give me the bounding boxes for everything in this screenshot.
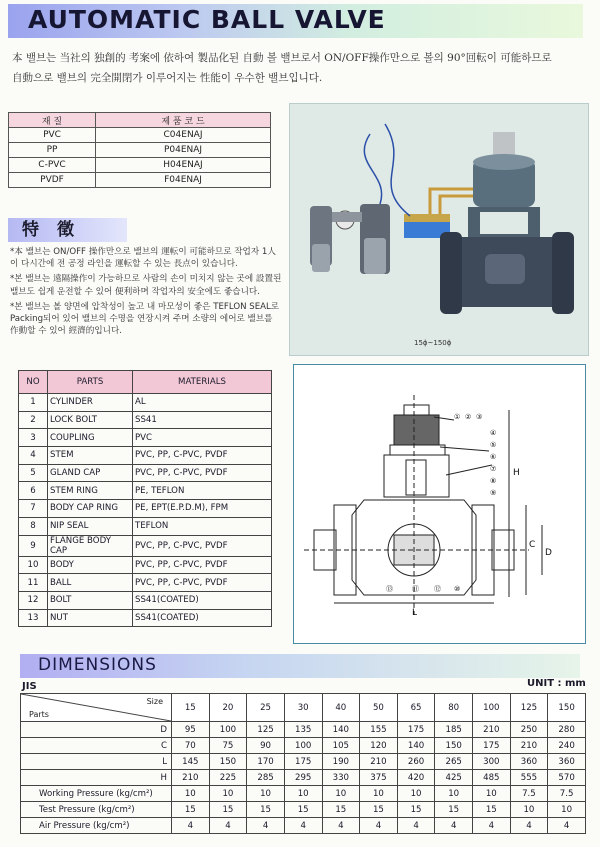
code-cell: H04ENAJ [96, 158, 271, 173]
dimension-value: 140 [397, 738, 435, 754]
table-row [21, 738, 586, 754]
product-code-header-row [9, 113, 271, 128]
dimension-value: 10 [172, 786, 210, 802]
part-name: STEM [48, 447, 133, 465]
size-cell: 15 [172, 694, 210, 722]
part-name: CYLINDER [48, 394, 133, 412]
diagram-callout: ⑦ [490, 465, 497, 473]
page-title: AUTOMATIC BALL VALVE [28, 5, 386, 34]
intro-line-1: 本 밸브는 当社의 独創的 考案에 依하여 製品化된 自動 볼 밸브로서 ON/OFF操作만으로 볼의 90°回転이 可能하므로 [12, 52, 552, 64]
dimension-value: 4 [360, 818, 398, 834]
dimension-value: 280 [548, 722, 586, 738]
part-material: TEFLON [133, 517, 272, 535]
part-no: 7 [19, 500, 48, 518]
dimension-value: 7.5 [510, 786, 548, 802]
part-no: 10 [19, 556, 48, 574]
dimension-value: 4 [397, 818, 435, 834]
dimension-value: 4 [548, 818, 586, 834]
part-name: BALL [48, 574, 133, 592]
part-no: 6 [19, 482, 48, 500]
table-row [19, 535, 272, 556]
dimension-value: 7.5 [548, 786, 586, 802]
product-code-row [9, 143, 271, 158]
diagram-callout: ⑥ [490, 453, 497, 461]
dimension-value: 185 [435, 722, 473, 738]
dimension-value: 210 [510, 738, 548, 754]
dimension-value: 4 [209, 818, 247, 834]
size-parts-corner [21, 694, 172, 722]
diagram-callout: ⑪ [412, 585, 419, 593]
table-row [19, 556, 272, 574]
dimension-value: 175 [284, 754, 322, 770]
code-cell: P04ENAJ [96, 143, 271, 158]
dimension-value: 10 [322, 786, 360, 802]
part-no: 3 [19, 429, 48, 447]
part-name: STEM RING [48, 482, 133, 500]
product-code-row [9, 158, 271, 173]
dimension-value: 10 [510, 802, 548, 818]
dimension-value: 210 [360, 754, 398, 770]
unit-label: UNIT : mm [527, 678, 586, 689]
photo-caption: 15ϕ~150ϕ [414, 339, 452, 347]
dimension-value: 15 [172, 802, 210, 818]
parts-header-row [19, 371, 272, 394]
diagram-callout: ⑩ [454, 585, 461, 593]
dimension-value: 210 [172, 770, 210, 786]
dimension-value: 120 [360, 738, 398, 754]
part-name: NUT [48, 609, 133, 627]
diagram-dim-label: L [412, 608, 418, 618]
dimension-value: 425 [435, 770, 473, 786]
dimension-value: 15 [284, 802, 322, 818]
dimension-value: 15 [322, 802, 360, 818]
diagram-callout: ⑤ [490, 441, 497, 449]
part-material: AL [133, 394, 272, 412]
dimension-row-label: Test Pressure (kg/cm²) [21, 802, 172, 818]
dimension-value: 190 [322, 754, 360, 770]
part-material: PVC, PP, C-PVC, PVDF [133, 447, 272, 465]
dimension-value: 4 [247, 818, 285, 834]
part-no: 11 [19, 574, 48, 592]
dimension-value: 4 [284, 818, 322, 834]
dimension-value: 570 [548, 770, 586, 786]
cross-section-diagram [293, 364, 586, 644]
dimensions-table [20, 693, 586, 834]
dimension-value: 420 [397, 770, 435, 786]
diagram-callout: ⑬ [386, 585, 393, 593]
dimension-value: 360 [548, 754, 586, 770]
dimension-value: 100 [284, 738, 322, 754]
dimension-value: 90 [247, 738, 285, 754]
dimension-value: 150 [435, 738, 473, 754]
size-cell: 40 [322, 694, 360, 722]
dimension-value: 265 [435, 754, 473, 770]
dimension-value: 10 [247, 786, 285, 802]
dimension-row-label: Working Pressure (kg/cm²) [21, 786, 172, 802]
part-name: FLANGE BODY CAP [48, 535, 133, 556]
dimension-value: 10 [548, 802, 586, 818]
part-material: SS41(COATED) [133, 609, 272, 627]
part-no: 9 [19, 535, 48, 556]
part-material: PVC, PP, C-PVC, PVDF [133, 464, 272, 482]
diagram-callout: ② [465, 413, 472, 421]
dimension-value: 4 [172, 818, 210, 834]
dimension-value: 4 [322, 818, 360, 834]
dimension-value: 170 [247, 754, 285, 770]
features-list [10, 246, 282, 340]
part-name: BOLT [48, 591, 133, 609]
dimension-value: 4 [473, 818, 511, 834]
table-row [19, 411, 272, 429]
dimensions-title: DIMENSIONS [38, 655, 157, 675]
table-row [21, 722, 586, 738]
product-code-row [9, 173, 271, 188]
feature-item: *본 밸브는 볼 양면에 압착성이 높고 내 마모성이 좋은 TEFLON SEAL로 Packing되어 있어 밸브의 수명을 연장시켜 주며 소량의 에어로 밸브를 作動할 수 있어 經濟的입니다. [10, 301, 280, 337]
diagram-dim-label: C [529, 540, 536, 550]
dimension-value: 210 [473, 722, 511, 738]
material-cell: PVC [9, 128, 96, 143]
dimension-value: 175 [397, 722, 435, 738]
table-row [21, 754, 586, 770]
product-code-table [8, 112, 271, 188]
table-row [19, 574, 272, 592]
product-photo [289, 103, 589, 356]
part-material: PE, TEFLON [133, 482, 272, 500]
diagram-callout: ① [454, 413, 461, 421]
diagram-callout: ③ [476, 413, 483, 421]
dimension-value: 4 [510, 818, 548, 834]
dimension-value: 330 [322, 770, 360, 786]
parts-label: Parts [29, 710, 49, 719]
dimension-row-label: Air Pressure (kg/cm²) [21, 818, 172, 834]
parts-header-no: NO [19, 371, 48, 394]
table-row [19, 482, 272, 500]
size-cell: 50 [360, 694, 398, 722]
dimension-value: 225 [209, 770, 247, 786]
dimension-value: 15 [209, 802, 247, 818]
dimension-value: 10 [209, 786, 247, 802]
dimension-value: 375 [360, 770, 398, 786]
material-cell: PVDF [9, 173, 96, 188]
part-material: PVC, PP, C-PVC, PVDF [133, 556, 272, 574]
part-name: GLAND CAP [48, 464, 133, 482]
table-row [21, 770, 586, 786]
dimension-value: 10 [397, 786, 435, 802]
dimension-value: 485 [473, 770, 511, 786]
dimension-value: 105 [322, 738, 360, 754]
part-name: BODY CAP RING [48, 500, 133, 518]
dimension-value: 155 [360, 722, 398, 738]
diagram-callout: ⑨ [490, 489, 497, 497]
dimension-value: 555 [510, 770, 548, 786]
parts-table [18, 370, 272, 627]
dimension-value: 70 [172, 738, 210, 754]
part-no: 8 [19, 517, 48, 535]
table-row [19, 429, 272, 447]
dimension-value: 15 [247, 802, 285, 818]
table-row [19, 517, 272, 535]
dimension-row-label: C [21, 738, 172, 754]
dimension-value: 4 [435, 818, 473, 834]
part-name: LOCK BOLT [48, 411, 133, 429]
part-material: PE, EPT(E.P.D.M), FPM [133, 500, 272, 518]
parts-header-materials: MATERIALS [133, 371, 272, 394]
table-row [19, 591, 272, 609]
feature-item: *本 밸브는 ON/OFF 操作만으로 밸브의 運転이 可能하므로 작업자 1人이 다시간에 전 공정 라인을 運転할 수 있는 長点이 있습니다. [10, 247, 276, 270]
table-row [19, 394, 272, 412]
part-material: PVC [133, 429, 272, 447]
dimension-value: 240 [548, 738, 586, 754]
dimensions-header-row [21, 694, 586, 722]
part-name: COUPLING [48, 429, 133, 447]
diagram-dim-label: D [545, 548, 552, 558]
size-cell: 65 [397, 694, 435, 722]
dimension-value: 150 [209, 754, 247, 770]
dimension-value: 15 [435, 802, 473, 818]
table-row [19, 609, 272, 627]
size-cell: 150 [548, 694, 586, 722]
part-no: 13 [19, 609, 48, 627]
dimension-row-label: H [21, 770, 172, 786]
part-name: BODY [48, 556, 133, 574]
diagram-dim-label: H [513, 468, 520, 478]
table-row [21, 802, 586, 818]
part-material: PVC, PP, C-PVC, PVDF [133, 535, 272, 556]
size-cell: 25 [247, 694, 285, 722]
size-label: Size [146, 697, 163, 706]
code-cell: C04ENAJ [96, 128, 271, 143]
standard-label: JIS [22, 681, 37, 692]
dimension-value: 95 [172, 722, 210, 738]
features-title: 特徵 [8, 218, 127, 242]
part-no: 5 [19, 464, 48, 482]
size-cell: 125 [510, 694, 548, 722]
table-row [19, 464, 272, 482]
dimension-value: 15 [360, 802, 398, 818]
dimension-value: 295 [284, 770, 322, 786]
part-material: PVC, PP, C-PVC, PVDF [133, 574, 272, 592]
dimension-value: 10 [360, 786, 398, 802]
valve-photo-illustration [290, 104, 588, 355]
dimension-value: 10 [435, 786, 473, 802]
dimension-value: 135 [284, 722, 322, 738]
dimension-value: 125 [247, 722, 285, 738]
part-material: SS41(COATED) [133, 591, 272, 609]
dimension-value: 10 [284, 786, 322, 802]
dimensions-banner [20, 654, 580, 678]
dimension-value: 140 [322, 722, 360, 738]
dimension-value: 10 [473, 786, 511, 802]
diagram-callout: ⑧ [490, 477, 497, 485]
feature-item: *본 밸브는 遠隔操作이 가능하므로 사람의 손이 미치지 않는 곳에 設置된 밸브도 쉽게 운전할 수 있어 便利하며 작업자의 安全에도 좋습니다. [10, 274, 282, 297]
size-cell: 30 [284, 694, 322, 722]
dimension-value: 75 [209, 738, 247, 754]
intro-text [12, 48, 584, 88]
dimension-value: 300 [473, 754, 511, 770]
dimension-value: 260 [397, 754, 435, 770]
diagram-callout: ④ [490, 429, 497, 437]
dimension-value: 100 [209, 722, 247, 738]
size-cell: 80 [435, 694, 473, 722]
dimension-value: 145 [172, 754, 210, 770]
table-row [19, 447, 272, 465]
dimension-value: 175 [473, 738, 511, 754]
size-cell: 20 [209, 694, 247, 722]
part-no: 1 [19, 394, 48, 412]
part-no: 2 [19, 411, 48, 429]
part-material: SS41 [133, 411, 272, 429]
code-cell: F04ENAJ [96, 173, 271, 188]
dimension-value: 285 [247, 770, 285, 786]
dimensions-body [21, 722, 586, 834]
dimension-value: 360 [510, 754, 548, 770]
title-banner [8, 4, 583, 38]
material-header: 재 질 [9, 113, 96, 128]
part-name: NIP SEAL [48, 517, 133, 535]
part-no: 4 [19, 447, 48, 465]
material-cell: PP [9, 143, 96, 158]
dimension-value: 15 [397, 802, 435, 818]
table-row [21, 818, 586, 834]
product-code-header: 제 품 코 드 [96, 113, 271, 128]
valve-section-drawing [294, 365, 585, 643]
material-cell: C-PVC [9, 158, 96, 173]
table-row [19, 500, 272, 518]
dimension-value: 250 [510, 722, 548, 738]
intro-line-2: 自動으로 밸브의 完全開閉가 이루어지는 性能이 우수한 밸브입니다. [12, 72, 323, 84]
dimension-row-label: D [21, 722, 172, 738]
parts-header-parts: PARTS [48, 371, 133, 394]
part-no: 12 [19, 591, 48, 609]
dimension-value: 15 [473, 802, 511, 818]
table-row [21, 786, 586, 802]
product-code-row [9, 128, 271, 143]
size-cell: 100 [473, 694, 511, 722]
diagram-callout: ⑫ [434, 585, 441, 593]
dimension-row-label: L [21, 754, 172, 770]
